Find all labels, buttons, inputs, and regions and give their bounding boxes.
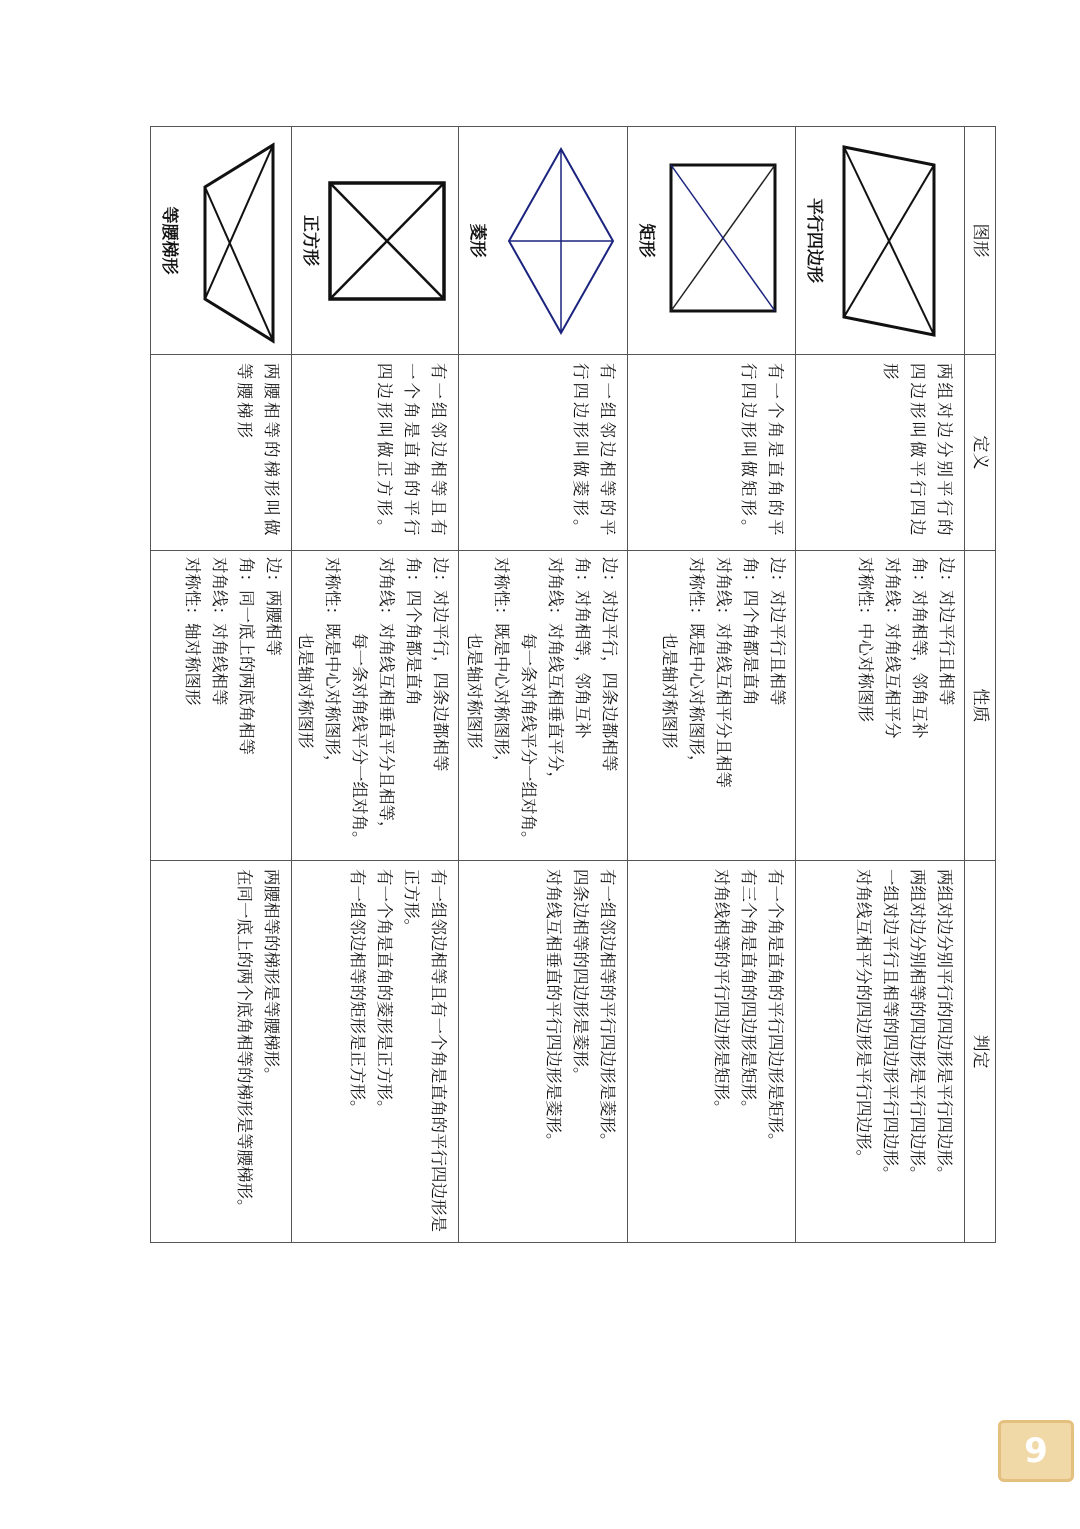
property-line: 对称性：轴对称图形 — [182, 557, 202, 706]
property-line: 角：对角相等，邻角互补 — [910, 557, 929, 739]
figure-name: 菱形 — [467, 223, 488, 258]
property-line: 对称性：既是中心对称图形， — [323, 557, 343, 772]
judgement-cell — [291, 861, 459, 1243]
property-line: 角：同一底上的两底角相等 — [236, 557, 256, 755]
judgement-line: 对角线互相垂直的平行四边形是菱形。 — [543, 869, 563, 1150]
property-line: 角：对角相等，邻角互补 — [572, 557, 592, 739]
property-cell — [151, 551, 292, 861]
header-judgement: 判定 — [965, 861, 996, 1243]
judgement-line: 有一组邻边相等的平行四边形是菱形。 — [597, 869, 617, 1150]
rotated-table-container — [150, 126, 996, 1242]
figure-cell — [151, 127, 292, 355]
property-line: 边：两腰相等 — [263, 557, 283, 656]
property-line: 每一条对角线平分一组对角。 — [518, 633, 538, 848]
property-line: 也是轴对称图形 — [296, 633, 316, 749]
judgement-line: 对角线相等的平行四边形是矩形。 — [712, 869, 732, 1117]
property-line: 每一条对角线平分一组对角。 — [350, 633, 370, 848]
property-cell — [459, 551, 628, 861]
judgement-cell — [796, 861, 965, 1243]
property-cell — [796, 551, 965, 861]
property-line: 对角线：对角线相等 — [209, 557, 229, 706]
judgement-line: 两组对边分别相等的四边形是平行四边形。 — [908, 869, 927, 1183]
quadrilateral-table — [150, 126, 996, 1243]
trapezoid-diagonal — [205, 187, 273, 341]
header-definition: 定义 — [965, 355, 996, 551]
judgement-line: 有一组邻边相等的矩形是正方形。 — [348, 869, 368, 1117]
property-line: 角：四个角都是直角 — [404, 557, 424, 706]
table-row — [627, 127, 796, 1243]
judgement-line: 四条边相等的四边形是菱形。 — [570, 869, 590, 1084]
property-line: 边：对边平行且相等 — [768, 557, 788, 706]
property-line: 边：对边平行且相等 — [937, 557, 956, 706]
judgement-cell — [151, 861, 292, 1243]
judgement-line: 有一个角是直角的菱形是正方形。 — [375, 869, 395, 1117]
property-line: 对角线：对角线互相垂直平分且相等， — [377, 557, 397, 838]
property-line: 对称性：既是中心对称图形， — [687, 557, 707, 772]
table-row — [796, 127, 965, 1243]
figure-cell — [291, 127, 459, 355]
trapezoid-outline — [205, 145, 273, 341]
square-figure — [316, 127, 458, 355]
judgement-line: 两组对边分别平行的四边形是平行四边形。 — [935, 869, 954, 1183]
property-line: 对角线：对角线互相平分且相等 — [714, 557, 734, 788]
property-line: 对角线：对角线互相平分 — [883, 557, 902, 739]
judgement-line: 一组对边平行且相等的四边形平行四边形。 — [881, 869, 900, 1183]
judgement-line: 有三个角是直角的四边形是矩形。 — [739, 869, 759, 1117]
property-line: 对角线：对角线互相垂直平分， — [545, 557, 565, 788]
definition-cell: 有一组邻边相等的平行四边形叫做菱形。 — [459, 355, 628, 551]
judgement-line: 有一个角是直角的平行四边形是矩形。 — [766, 869, 786, 1150]
property-line: 边：对边平行，四条边都相等 — [431, 557, 451, 772]
property-cell — [627, 551, 796, 861]
figure-cell — [627, 127, 796, 355]
table-row — [151, 127, 292, 1243]
definition-cell: 有一个角是直角的平行四边形叫做矩形。 — [627, 355, 796, 551]
figure-name: 矩形 — [635, 223, 656, 258]
figure-name: 等腰梯形 — [159, 206, 179, 275]
trapezoid-diagonal — [205, 145, 273, 299]
header-figure: 图形 — [965, 127, 996, 355]
judgement-line: 有一组邻边相等且有一个角是直角的平行四边形是正方形。 — [402, 869, 449, 1232]
property-line: 对称性：既是中心对称图形， — [491, 557, 511, 772]
property-line: 角：四个角都是直角 — [741, 557, 761, 706]
table-row — [291, 127, 459, 1243]
judgement-line: 对角线互相平分的四边形是平行四边形。 — [854, 869, 873, 1166]
figure-cell — [459, 127, 628, 355]
page-number-badge: 9 — [998, 1420, 1074, 1482]
judgement-line: 两腰相等的梯形是等腰梯形。 — [261, 869, 281, 1084]
header-row — [965, 127, 996, 1243]
property-line: 对称性：中心对称图形 — [856, 557, 875, 722]
parallelogram-diagonal — [844, 165, 934, 317]
definition-cell: 两组对边分别平行的四边形叫做平行四边形 — [796, 355, 965, 551]
property-cell — [291, 551, 459, 861]
figure-name: 正方形 — [299, 215, 320, 266]
judgement-cell — [627, 861, 796, 1243]
judgement-line: 在同一底上的两个底角相等的梯形是等腰梯形。 — [234, 869, 254, 1216]
property-line: 也是轴对称图形 — [464, 633, 484, 749]
property-line: 也是轴对称图形 — [660, 633, 680, 749]
header-property: 性质 — [965, 551, 996, 861]
judgement-cell — [459, 861, 628, 1243]
property-line: 边：对边平行，四条边都相等 — [599, 557, 619, 772]
definition-cell: 有一组邻边相等且有一个角是直角的平行四边形叫做正方形。 — [291, 355, 459, 551]
definition-cell: 两腰相等的梯形叫做等腰梯形 — [151, 355, 292, 551]
table-row — [459, 127, 628, 1243]
figure-cell — [796, 127, 965, 355]
figure-name: 平行四边形 — [804, 198, 825, 283]
